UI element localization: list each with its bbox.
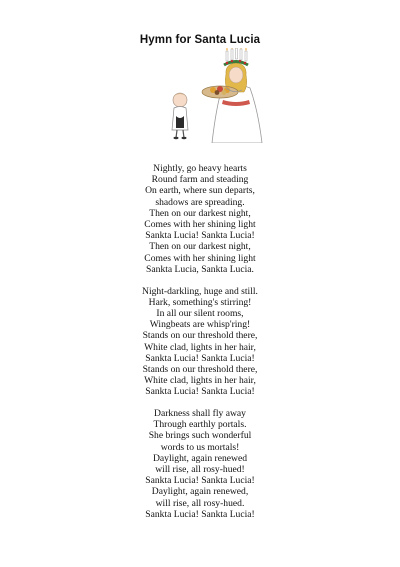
poem-line: Stands on our threshold there, (142, 330, 258, 342)
poem-line: will rise, all rosy-hued! (155, 464, 245, 476)
poem-line: White clad, lights in her hair, (144, 341, 256, 353)
poem-line: words to us mortals! (160, 441, 240, 453)
poem-line: will rise, all rosy-hued. (155, 497, 245, 509)
stanza-2 (0, 286, 400, 398)
poem-line: Sankta Lucia, Sankta Lucia. (146, 263, 254, 275)
page-title: Hymn for Santa Lucia (139, 34, 261, 46)
poem-line: Daylight, again renewed (152, 452, 248, 464)
poem-line: Stands on our threshold there, (142, 363, 258, 375)
poem-line: White clad, lights in her hair, (144, 375, 256, 387)
poem-line: Hark, something's stirring! (148, 296, 252, 308)
poem-line: She brings such wonderful (148, 430, 252, 442)
poem-line: Darkness shall fly away (154, 408, 246, 420)
poem-line: Night-darkling, huge and still. (142, 285, 258, 297)
poem-line: On earth, where sun departs, (145, 185, 255, 197)
stanza-3 (0, 408, 400, 520)
poem-body (0, 163, 400, 531)
poem-line: shadows are spreading. (155, 196, 245, 208)
poem-line: In all our silent rooms, (156, 307, 244, 319)
poem-line: Comes with her shining light (144, 219, 256, 231)
poem-line: Daylight, again renewed, (151, 486, 249, 498)
poem-line: Sankta Lucia! Sankta Lucia! (145, 508, 255, 520)
poem-line: Sankta Lucia! Sankta Lucia! (145, 352, 255, 364)
poem-line: Comes with her shining light (144, 252, 256, 264)
poem-line: Nightly, go heavy hearts (153, 163, 247, 174)
poem-line: Sankta Lucia! Sankta Lucia! (145, 230, 255, 242)
stanza-1 (0, 163, 400, 275)
poem-line: Then on our darkest night, (149, 241, 251, 253)
poem-line: Then on our darkest night, (149, 207, 251, 219)
santa-lucia-illustration-icon (150, 48, 270, 143)
poem-line: Round farm and steading (151, 174, 249, 186)
poem-line: Wingbeats are whisp'ring! (149, 319, 251, 331)
poem-line: Through earthly portals. (153, 419, 247, 431)
poem-line: Sankta Lucia! Sankta Lucia! (145, 475, 255, 487)
poem-line: Sankta Lucia! Sankta Lucia! (145, 386, 255, 398)
